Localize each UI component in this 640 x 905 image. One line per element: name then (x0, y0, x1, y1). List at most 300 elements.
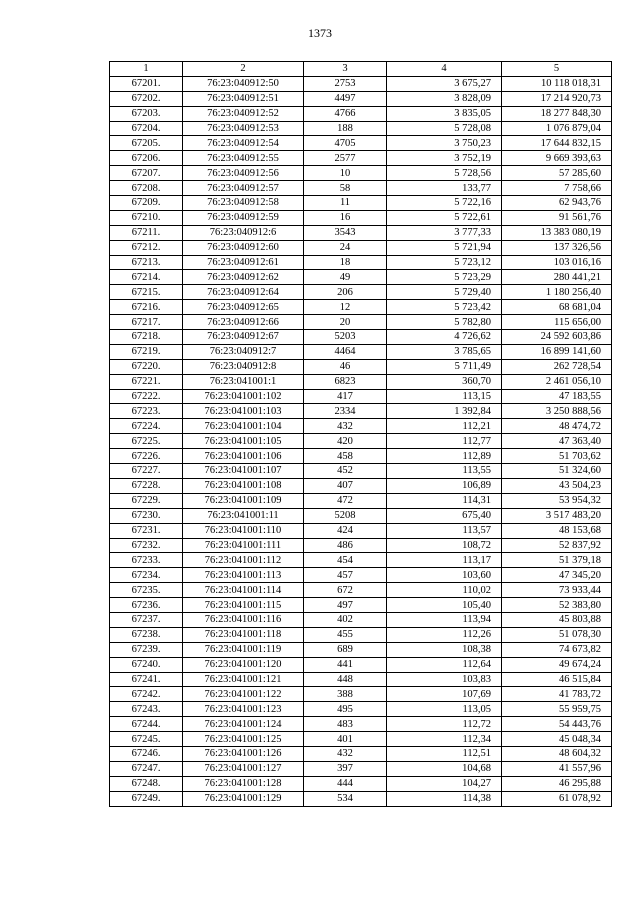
table-row (110, 568, 612, 583)
table-row (110, 657, 612, 672)
row-number-cell: 67215. (110, 285, 183, 300)
table-row (110, 240, 612, 255)
unit-value-cell: 112,77 (387, 434, 502, 449)
cadastral-number-cell: 76:23:040912:50 (183, 76, 304, 91)
table-row (110, 151, 612, 166)
cadastral-value-cell: 48 153,68 (502, 523, 612, 538)
area-cell: 46 (304, 359, 387, 374)
cadastral-value-cell: 103 016,16 (502, 255, 612, 270)
row-number-cell: 67226. (110, 449, 183, 464)
row-number-cell: 67233. (110, 553, 183, 568)
table-row (110, 106, 612, 121)
cadastral-value-cell: 51 324,60 (502, 464, 612, 479)
row-number-cell: 67235. (110, 583, 183, 598)
table-row (110, 210, 612, 225)
row-number-cell: 67224. (110, 419, 183, 434)
unit-value-cell: 133,77 (387, 181, 502, 196)
area-cell: 11 (304, 196, 387, 211)
area-cell: 4464 (304, 344, 387, 359)
cadastral-number-cell: 76:23:041001:109 (183, 493, 304, 508)
area-cell: 2753 (304, 76, 387, 91)
table-row (110, 166, 612, 181)
cadastral-value-cell: 137 326,56 (502, 240, 612, 255)
cadastral-value-cell: 1 180 256,40 (502, 285, 612, 300)
unit-value-cell: 105,40 (387, 598, 502, 613)
unit-value-cell: 103,83 (387, 672, 502, 687)
row-number-cell: 67234. (110, 568, 183, 583)
table-row (110, 464, 612, 479)
cadastral-number-cell: 76:23:040912:52 (183, 106, 304, 121)
unit-value-cell: 5 723,42 (387, 300, 502, 315)
unit-value-cell: 3 750,23 (387, 136, 502, 151)
unit-value-cell: 3 835,05 (387, 106, 502, 121)
table-row (110, 791, 612, 806)
cadastral-value-cell: 73 933,44 (502, 583, 612, 598)
unit-value-cell: 3 675,27 (387, 76, 502, 91)
row-number-cell: 67236. (110, 598, 183, 613)
cadastral-number-cell: 76:23:040912:54 (183, 136, 304, 151)
table-row (110, 478, 612, 493)
row-number-cell: 67212. (110, 240, 183, 255)
unit-value-cell: 112,26 (387, 627, 502, 642)
row-number-cell: 67247. (110, 761, 183, 776)
row-number-cell: 67237. (110, 612, 183, 627)
row-number-cell: 67204. (110, 121, 183, 136)
area-cell: 534 (304, 791, 387, 806)
cadastral-value-cell: 17 644 832,15 (502, 136, 612, 151)
table-row (110, 344, 612, 359)
cadastral-number-cell: 76:23:040912:7 (183, 344, 304, 359)
unit-value-cell: 5 722,16 (387, 196, 502, 211)
table-row (110, 523, 612, 538)
table-row (110, 300, 612, 315)
table-row (110, 181, 612, 196)
table-row (110, 702, 612, 717)
table-row (110, 225, 612, 240)
table-row (110, 270, 612, 285)
area-cell: 452 (304, 464, 387, 479)
unit-value-cell: 110,02 (387, 583, 502, 598)
cadastral-value-cell: 280 441,21 (502, 270, 612, 285)
table-row (110, 91, 612, 106)
cadastral-number-cell: 76:23:041001:129 (183, 791, 304, 806)
area-cell: 6823 (304, 374, 387, 389)
cadastral-number-cell: 76:23:041001:124 (183, 717, 304, 732)
row-number-cell: 67222. (110, 389, 183, 404)
column-header-5: 5 (502, 62, 612, 77)
cadastral-value-cell: 74 673,82 (502, 642, 612, 657)
unit-value-cell: 3 777,33 (387, 225, 502, 240)
table-row (110, 285, 612, 300)
cadastral-number-cell: 76:23:041001:11 (183, 508, 304, 523)
area-cell: 495 (304, 702, 387, 717)
unit-value-cell: 113,55 (387, 464, 502, 479)
cadastral-value-cell: 3 517 483,20 (502, 508, 612, 523)
row-number-cell: 67227. (110, 464, 183, 479)
cadastral-number-cell: 76:23:041001:122 (183, 687, 304, 702)
table-row (110, 776, 612, 791)
cadastral-value-cell: 52 837,92 (502, 538, 612, 553)
unit-value-cell: 112,64 (387, 657, 502, 672)
row-number-cell: 67231. (110, 523, 183, 538)
unit-value-cell: 5 711,49 (387, 359, 502, 374)
unit-value-cell: 113,17 (387, 553, 502, 568)
cadastral-number-cell: 76:23:041001:120 (183, 657, 304, 672)
cadastral-number-cell: 76:23:041001:104 (183, 419, 304, 434)
cadastral-value-cell: 3 250 888,56 (502, 404, 612, 419)
area-cell: 4705 (304, 136, 387, 151)
cadastral-number-cell: 76:23:040912:65 (183, 300, 304, 315)
row-number-cell: 67230. (110, 508, 183, 523)
unit-value-cell: 104,27 (387, 776, 502, 791)
unit-value-cell: 106,89 (387, 478, 502, 493)
row-number-cell: 67241. (110, 672, 183, 687)
row-number-cell: 67207. (110, 166, 183, 181)
row-number-cell: 67211. (110, 225, 183, 240)
table-row (110, 76, 612, 91)
row-number-cell: 67248. (110, 776, 183, 791)
table-row (110, 374, 612, 389)
cadastral-value-cell: 48 604,32 (502, 746, 612, 761)
unit-value-cell: 675,40 (387, 508, 502, 523)
unit-value-cell: 112,21 (387, 419, 502, 434)
cadastral-value-cell: 49 674,24 (502, 657, 612, 672)
unit-value-cell: 112,51 (387, 746, 502, 761)
cadastral-value-cell: 47 183,55 (502, 389, 612, 404)
cadastral-value-cell: 13 383 080,19 (502, 225, 612, 240)
area-cell: 397 (304, 761, 387, 776)
cadastral-value-cell: 91 561,76 (502, 210, 612, 225)
area-cell: 5208 (304, 508, 387, 523)
unit-value-cell: 5 722,61 (387, 210, 502, 225)
table-row (110, 419, 612, 434)
area-cell: 424 (304, 523, 387, 538)
cadastral-number-cell: 76:23:040912:53 (183, 121, 304, 136)
row-number-cell: 67217. (110, 315, 183, 330)
cadastral-number-cell: 76:23:040912:66 (183, 315, 304, 330)
cadastral-value-cell: 51 078,30 (502, 627, 612, 642)
cadastral-number-cell: 76:23:041001:115 (183, 598, 304, 613)
unit-value-cell: 5 721,94 (387, 240, 502, 255)
row-number-cell: 67223. (110, 404, 183, 419)
row-number-cell: 67203. (110, 106, 183, 121)
unit-value-cell: 104,68 (387, 761, 502, 776)
cadastral-number-cell: 76:23:041001:105 (183, 434, 304, 449)
unit-value-cell: 114,38 (387, 791, 502, 806)
table-row (110, 449, 612, 464)
cadastral-number-cell: 76:23:041001:108 (183, 478, 304, 493)
area-cell: 206 (304, 285, 387, 300)
area-cell: 486 (304, 538, 387, 553)
unit-value-cell: 5 723,12 (387, 255, 502, 270)
unit-value-cell: 112,89 (387, 449, 502, 464)
unit-value-cell: 108,72 (387, 538, 502, 553)
cadastral-number-cell: 76:23:041001:123 (183, 702, 304, 717)
area-cell: 457 (304, 568, 387, 583)
row-number-cell: 67213. (110, 255, 183, 270)
cadastral-value-cell: 47 363,40 (502, 434, 612, 449)
page-number: 1373 (308, 26, 332, 40)
area-cell: 58 (304, 181, 387, 196)
cadastral-value-cell: 47 345,20 (502, 568, 612, 583)
cadastral-value-cell: 45 048,34 (502, 732, 612, 747)
row-number-cell: 67205. (110, 136, 183, 151)
unit-value-cell: 3 785,65 (387, 344, 502, 359)
unit-value-cell: 114,31 (387, 493, 502, 508)
area-cell: 672 (304, 583, 387, 598)
table-row (110, 687, 612, 702)
cadastral-number-cell: 76:23:041001:127 (183, 761, 304, 776)
table-row (110, 732, 612, 747)
cadastral-number-cell: 76:23:041001:107 (183, 464, 304, 479)
row-number-cell: 67210. (110, 210, 183, 225)
area-cell: 10 (304, 166, 387, 181)
area-cell: 18 (304, 255, 387, 270)
column-header-4: 4 (387, 62, 502, 77)
table-row (110, 389, 612, 404)
cadastral-number-cell: 76:23:041001:118 (183, 627, 304, 642)
area-cell: 3543 (304, 225, 387, 240)
cadastral-value-cell: 2 461 056,10 (502, 374, 612, 389)
unit-value-cell: 5 728,08 (387, 121, 502, 136)
area-cell: 472 (304, 493, 387, 508)
table-row (110, 493, 612, 508)
area-cell: 402 (304, 612, 387, 627)
table-row (110, 598, 612, 613)
column-header-2: 2 (183, 62, 304, 77)
cadastral-number-cell: 76:23:041001:113 (183, 568, 304, 583)
row-number-cell: 67245. (110, 732, 183, 747)
row-number-cell: 67246. (110, 746, 183, 761)
cadastral-number-cell: 76:23:040912:58 (183, 196, 304, 211)
cadastral-value-cell: 115 656,00 (502, 315, 612, 330)
table-row (110, 717, 612, 732)
row-number-cell: 67249. (110, 791, 183, 806)
cadastral-value-cell: 16 899 141,60 (502, 344, 612, 359)
table-row (110, 508, 612, 523)
cadastral-number-cell: 76:23:041001:121 (183, 672, 304, 687)
table-row (110, 746, 612, 761)
cadastral-number-cell: 76:23:040912:59 (183, 210, 304, 225)
unit-value-cell: 1 392,84 (387, 404, 502, 419)
cadastral-number-cell: 76:23:041001:125 (183, 732, 304, 747)
table-row (110, 672, 612, 687)
unit-value-cell: 360,70 (387, 374, 502, 389)
cadastral-value-cell: 17 214 920,73 (502, 91, 612, 106)
area-cell: 483 (304, 717, 387, 732)
table-row (110, 612, 612, 627)
cadastral-number-cell: 76:23:040912:60 (183, 240, 304, 255)
area-cell: 417 (304, 389, 387, 404)
cadastral-number-cell: 76:23:041001:102 (183, 389, 304, 404)
area-cell: 441 (304, 657, 387, 672)
unit-value-cell: 5 729,40 (387, 285, 502, 300)
cadastral-number-cell: 76:23:041001:116 (183, 612, 304, 627)
cadastral-number-cell: 76:23:041001:128 (183, 776, 304, 791)
table-row (110, 136, 612, 151)
area-cell: 448 (304, 672, 387, 687)
area-cell: 401 (304, 732, 387, 747)
row-number-cell: 67218. (110, 330, 183, 345)
row-number-cell: 67225. (110, 434, 183, 449)
unit-value-cell: 113,05 (387, 702, 502, 717)
cadastral-number-cell: 76:23:040912:6 (183, 225, 304, 240)
area-cell: 49 (304, 270, 387, 285)
area-cell: 689 (304, 642, 387, 657)
unit-value-cell: 107,69 (387, 687, 502, 702)
table-row (110, 553, 612, 568)
cadastral-value-cell: 61 078,92 (502, 791, 612, 806)
table-row (110, 315, 612, 330)
unit-value-cell: 5 728,56 (387, 166, 502, 181)
cadastral-value-cell: 7 758,66 (502, 181, 612, 196)
row-number-cell: 67238. (110, 627, 183, 642)
cadastral-value-cell: 41 557,96 (502, 761, 612, 776)
unit-value-cell: 5 723,29 (387, 270, 502, 285)
cadastral-value-cell: 262 728,54 (502, 359, 612, 374)
area-cell: 454 (304, 553, 387, 568)
cadastral-value-cell: 48 474,72 (502, 419, 612, 434)
cadastral-number-cell: 76:23:040912:51 (183, 91, 304, 106)
cadastral-number-cell: 76:23:040912:8 (183, 359, 304, 374)
table-row (110, 196, 612, 211)
unit-value-cell: 5 782,80 (387, 315, 502, 330)
unit-value-cell: 113,94 (387, 612, 502, 627)
area-cell: 2334 (304, 404, 387, 419)
table-row (110, 761, 612, 776)
register-table-body (110, 62, 612, 807)
area-cell: 444 (304, 776, 387, 791)
cadastral-value-cell: 62 943,76 (502, 196, 612, 211)
cadastral-value-cell: 46 295,88 (502, 776, 612, 791)
unit-value-cell: 113,57 (387, 523, 502, 538)
row-number-cell: 67202. (110, 91, 183, 106)
row-number-cell: 67201. (110, 76, 183, 91)
cadastral-number-cell: 76:23:040912:61 (183, 255, 304, 270)
cadastral-number-cell: 76:23:041001:106 (183, 449, 304, 464)
cadastral-value-cell: 45 803,88 (502, 612, 612, 627)
cadastral-number-cell: 76:23:041001:110 (183, 523, 304, 538)
cadastral-value-cell: 68 681,04 (502, 300, 612, 315)
cadastral-number-cell: 76:23:040912:55 (183, 151, 304, 166)
table-row (110, 255, 612, 270)
row-number-cell: 67206. (110, 151, 183, 166)
cadastral-value-cell: 18 277 848,30 (502, 106, 612, 121)
cadastral-number-cell: 76:23:041001:114 (183, 583, 304, 598)
area-cell: 4497 (304, 91, 387, 106)
unit-value-cell: 3 828,09 (387, 91, 502, 106)
table-row (110, 434, 612, 449)
cadastral-number-cell: 76:23:040912:62 (183, 270, 304, 285)
table-row (110, 642, 612, 657)
table-row (110, 330, 612, 345)
unit-value-cell: 103,60 (387, 568, 502, 583)
unit-value-cell: 112,34 (387, 732, 502, 747)
unit-value-cell: 113,15 (387, 389, 502, 404)
area-cell: 455 (304, 627, 387, 642)
unit-value-cell: 4 726,62 (387, 330, 502, 345)
area-cell: 4766 (304, 106, 387, 121)
area-cell: 497 (304, 598, 387, 613)
table-row (110, 583, 612, 598)
cadastral-number-cell: 76:23:040912:67 (183, 330, 304, 345)
table-row (110, 627, 612, 642)
cadastral-value-cell: 54 443,76 (502, 717, 612, 732)
cadastral-number-cell: 76:23:040912:64 (183, 285, 304, 300)
column-header-3: 3 (304, 62, 387, 77)
cadastral-value-cell: 10 118 018,31 (502, 76, 612, 91)
cadastral-number-cell: 76:23:041001:111 (183, 538, 304, 553)
cadastral-number-cell: 76:23:040912:56 (183, 166, 304, 181)
row-number-cell: 67209. (110, 196, 183, 211)
table-row (110, 404, 612, 419)
row-number-cell: 67208. (110, 181, 183, 196)
cadastral-value-cell: 52 383,80 (502, 598, 612, 613)
area-cell: 432 (304, 419, 387, 434)
row-number-cell: 67219. (110, 344, 183, 359)
cadastral-value-cell: 55 959,75 (502, 702, 612, 717)
table-row (110, 538, 612, 553)
row-number-cell: 67229. (110, 493, 183, 508)
register-table (109, 61, 612, 807)
unit-value-cell: 108,38 (387, 642, 502, 657)
unit-value-cell: 3 752,19 (387, 151, 502, 166)
row-number-cell: 67214. (110, 270, 183, 285)
area-cell: 5203 (304, 330, 387, 345)
cadastral-value-cell: 1 076 879,04 (502, 121, 612, 136)
area-cell: 2577 (304, 151, 387, 166)
area-cell: 16 (304, 210, 387, 225)
row-number-cell: 67240. (110, 657, 183, 672)
cadastral-number-cell: 76:23:040912:57 (183, 181, 304, 196)
cadastral-value-cell: 24 592 603,86 (502, 330, 612, 345)
cadastral-number-cell: 76:23:041001:112 (183, 553, 304, 568)
column-header-1: 1 (110, 62, 183, 77)
row-number-cell: 67242. (110, 687, 183, 702)
row-number-cell: 67228. (110, 478, 183, 493)
table-row (110, 359, 612, 374)
cadastral-number-cell: 76:23:041001:126 (183, 746, 304, 761)
cadastral-value-cell: 43 504,23 (502, 478, 612, 493)
cadastral-value-cell: 53 954,32 (502, 493, 612, 508)
row-number-cell: 67239. (110, 642, 183, 657)
area-cell: 432 (304, 746, 387, 761)
row-number-cell: 67243. (110, 702, 183, 717)
cadastral-value-cell: 57 285,60 (502, 166, 612, 181)
row-number-cell: 67221. (110, 374, 183, 389)
area-cell: 458 (304, 449, 387, 464)
row-number-cell: 67220. (110, 359, 183, 374)
area-cell: 12 (304, 300, 387, 315)
row-number-cell: 67232. (110, 538, 183, 553)
cadastral-value-cell: 46 515,84 (502, 672, 612, 687)
cadastral-value-cell: 51 703,62 (502, 449, 612, 464)
table-row (110, 121, 612, 136)
area-cell: 407 (304, 478, 387, 493)
row-number-cell: 67244. (110, 717, 183, 732)
cadastral-number-cell: 76:23:041001:103 (183, 404, 304, 419)
area-cell: 420 (304, 434, 387, 449)
row-number-cell: 67216. (110, 300, 183, 315)
column-header-row (110, 62, 612, 77)
area-cell: 388 (304, 687, 387, 702)
area-cell: 24 (304, 240, 387, 255)
cadastral-number-cell: 76:23:041001:119 (183, 642, 304, 657)
unit-value-cell: 112,72 (387, 717, 502, 732)
cadastral-number-cell: 76:23:041001:1 (183, 374, 304, 389)
area-cell: 20 (304, 315, 387, 330)
cadastral-value-cell: 41 783,72 (502, 687, 612, 702)
